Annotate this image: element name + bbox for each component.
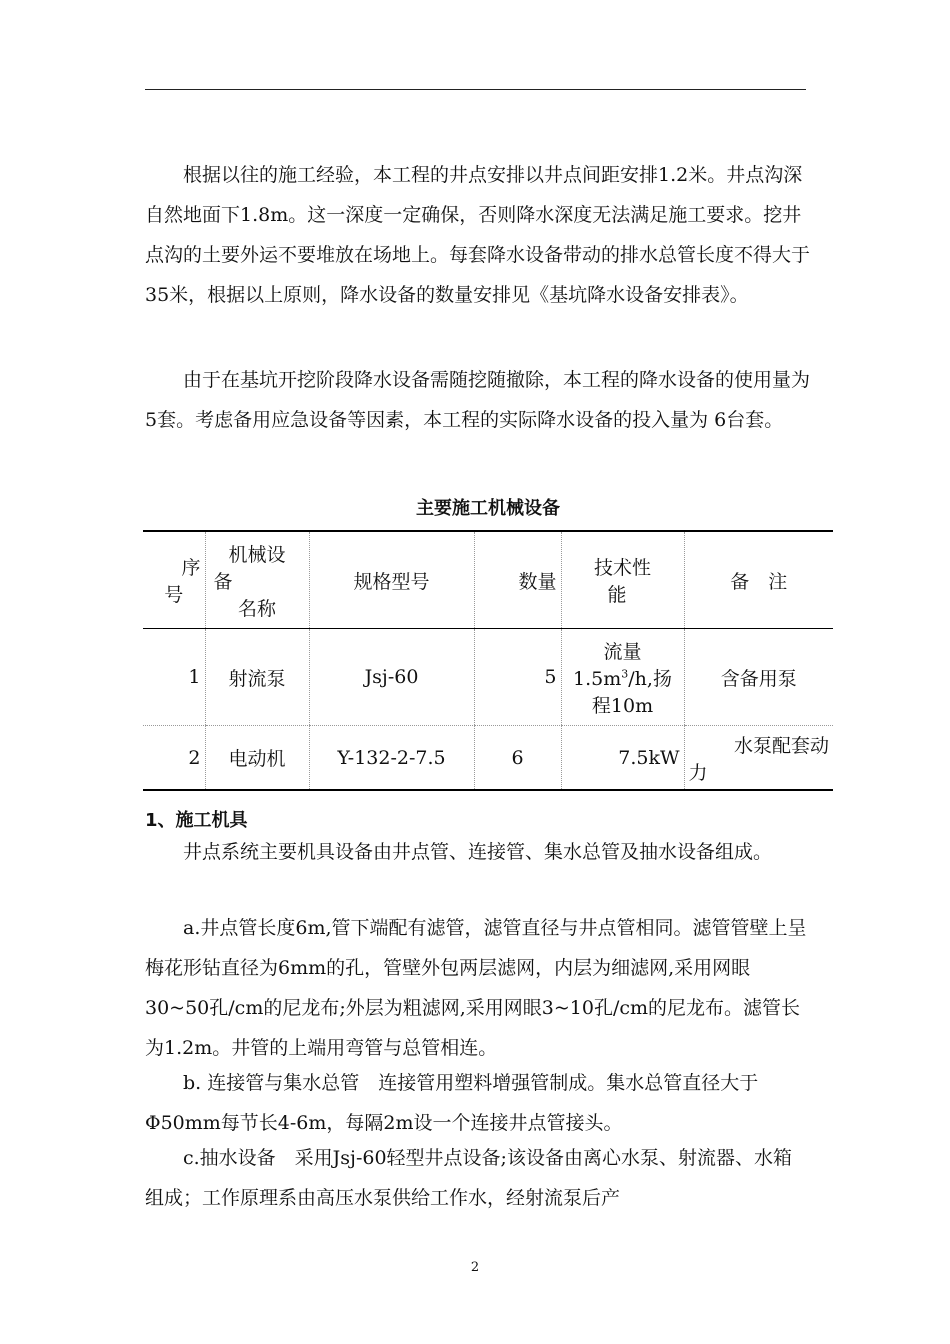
paragraph-connecting-pipe: b. 连接管与集水总管 连接管用塑料增强管制成。集水总管直径大于Φ50mm每节长4-6m，每隔2m设一个连接井点管接头。 [145, 1072, 759, 1134]
paragraph-well-arrangement: 根据以往的施工经验，本工程的井点安排以井点间距安排1.2米。井点沟深自然地面下1.8m。这一深度一定确保，否则降水深度无法满足施工要求。挖井点沟的土要外运不要堆放在场地上。每套降水设备带动的排水总管长度不得大于35米，根据以上原则，降水设备的数量安排见《基坑降水设备安排表》。 [145, 164, 811, 306]
paragraph-equipment-quantity: 由于在基坑开挖阶段降水设备需随挖随撤除，本工程的降水设备的使用量为5套。考虑备用应急设备等因素，本工程的实际降水设备的投入量为 6台套。 [145, 369, 811, 431]
section-heading: 1、施工机具 [145, 810, 248, 831]
paragraph-pumping-equipment: c.抽水设备 采用Jsj-60轻型井点设备;该设备由离心水泵、射流器、水箱组成；工作原理系由高压水泵供给工作水，经射流泵后产 [145, 1147, 792, 1209]
cell-name: 射流泵 [205, 629, 309, 726]
header-number: 序 号 [143, 531, 205, 629]
cell-number: 1 [143, 629, 205, 726]
cell-model: Y-132-2-7.5 [309, 726, 474, 791]
cell-quantity: 5 [474, 629, 561, 726]
header-rule [145, 89, 806, 90]
cell-note: 水泵配套动 力 [684, 726, 833, 791]
paragraph-system-composition: 井点系统主要机具设备由井点管、连接管、集水总管及抽水设备组成。 [145, 841, 773, 863]
cell-number: 2 [143, 726, 205, 791]
cell-quantity: 6 [474, 726, 561, 791]
header-equipment-name: 机械设 备 名称 [205, 531, 309, 629]
cell-model: Jsj-60 [309, 629, 474, 726]
header-note: 备 注 [684, 531, 833, 629]
header-quantity: 数量 [474, 531, 561, 629]
cell-note: 含备用泵 [684, 629, 833, 726]
page-number: 2 [470, 1260, 480, 1275]
table-header-row [143, 531, 833, 629]
table-row [143, 629, 833, 726]
table-title: 主要施工机械设备 [416, 498, 560, 519]
cell-performance: 流量 $1.5m^3/h$,扬 程10m [561, 629, 684, 726]
equipment-table [143, 530, 833, 791]
header-model: 规格型号 [309, 531, 474, 629]
cell-name: 电动机 [205, 726, 309, 791]
cell-performance: 7.5kW [561, 726, 684, 791]
header-performance: 技术性 能 [561, 531, 684, 629]
table-row [143, 726, 833, 791]
paragraph-well-pipe: a.井点管长度6m,管下端配有滤管，滤管直径与井点管相同。滤管管壁上呈梅花形钻直径为6mm的孔，管壁外包两层滤网，内层为细滤网,采用网眼30~50孔/cm的尼龙布;外层为粗滤网,采用网眼3~10孔/cm的尼龙布。滤管长为1.2m。井管的上端用弯管与总管相连。 [145, 917, 807, 1059]
